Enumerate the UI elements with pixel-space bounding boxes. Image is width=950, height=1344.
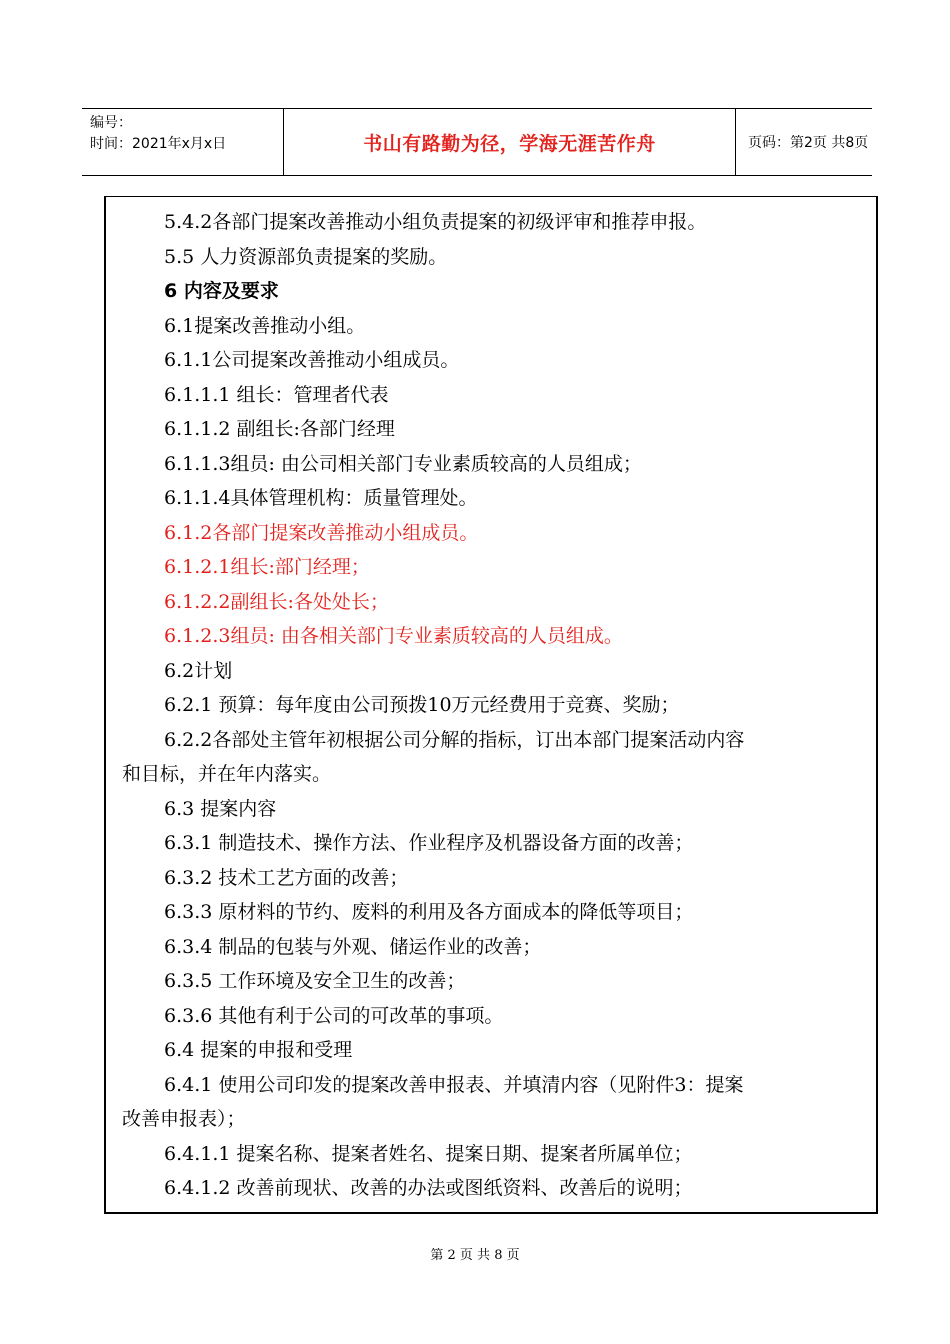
- body-line: 6.1.1.4具体管理机构：质量管理处。: [164, 487, 478, 509]
- body-line: 6.3.1 制造技术、操作方法、作业程序及机器设备方面的改善；: [164, 832, 694, 854]
- body-line: 6.4 提案的申报和受理: [164, 1039, 353, 1061]
- body-line: 6.3.4 制品的包装与外观、储运作业的改善；: [164, 935, 542, 958]
- content-frame: [104, 196, 878, 1214]
- page-number-label: 页码：第2页 共8页: [748, 135, 869, 151]
- page-footer: 第 2 页 共 8 页: [430, 1248, 520, 1263]
- body-line: 6.2.2各部处主管年初根据公司分解的指标，订出本部门提案活动内容: [164, 728, 745, 751]
- body-line: 6.4.1.2 改善前现状、改善的办法或图纸资料、改善后的说明；: [164, 1177, 693, 1199]
- body-line: 6 内容及要求: [164, 280, 279, 302]
- body-line: 6.1.2各部门提案改善推动小组成员。: [164, 521, 479, 544]
- body-line: 6.3.2 技术工艺方面的改善；: [164, 866, 409, 889]
- body-line: 改善申报表）；: [122, 1108, 246, 1130]
- body-line: 6.3.3 原材料的节约、废料的利用及各方面成本的降低等项目；: [164, 901, 694, 923]
- body-line: 6.4.1 使用公司印发的提案改善申报表、并填清内容（见附件3：提案: [164, 1073, 744, 1096]
- body-line: 6.3.5 工作环境及安全卫生的改善；: [164, 970, 466, 992]
- body-line: 6.1.1.2 副组长:各部门经理: [164, 418, 395, 440]
- body-line: 5.5 人力资源部负责提案的奖励。: [164, 245, 448, 268]
- content-lines: [122, 205, 864, 1206]
- body-line: 6.1.2.2副组长:各处处长；: [164, 590, 389, 613]
- body-line: 和目标，并在年内落实。: [122, 763, 332, 785]
- body-line: 6.3 提案内容: [164, 797, 277, 820]
- motto-text: 书山有路勤为径，学海无涯苦作舟: [363, 132, 656, 155]
- body-line: 5.4.2各部门提案改善推动小组负责提案的初级评审和推荐申报。: [164, 211, 707, 233]
- body-line: 6.3.6 其他有利于公司的可改革的事项。: [164, 1004, 504, 1027]
- body-line: 6.2.1 预算：每年度由公司预拨10万元经费用于竞赛、奖励；: [164, 694, 680, 716]
- body-line: 6.1.1.3组员: 由公司相关部门专业素质较高的人员组成；: [164, 452, 642, 475]
- document-date-label: 时间：2021年x月x日: [90, 136, 227, 152]
- body-line: 6.1.1.1 组长：管理者代表: [164, 383, 389, 406]
- document-number-label: 编号：: [90, 115, 132, 131]
- page-header: [82, 108, 872, 176]
- body-line: 6.1提案改善推动小组。: [164, 314, 366, 337]
- header-meta-cell: [82, 109, 284, 175]
- header-motto-cell: [284, 109, 736, 175]
- body-line: 6.4.1.1 提案名称、提案者姓名、提案日期、提案者所属单位；: [164, 1142, 693, 1165]
- body-line: 6.1.2.3组员: 由各相关部门专业素质较高的人员组成。: [164, 625, 623, 647]
- body-line: 6.1.1公司提案改善推动小组成员。: [164, 349, 460, 371]
- body-line: 6.1.2.1组长:部门经理；: [164, 556, 370, 578]
- header-page-cell: [736, 109, 872, 175]
- body-line: 6.2计划: [164, 659, 233, 682]
